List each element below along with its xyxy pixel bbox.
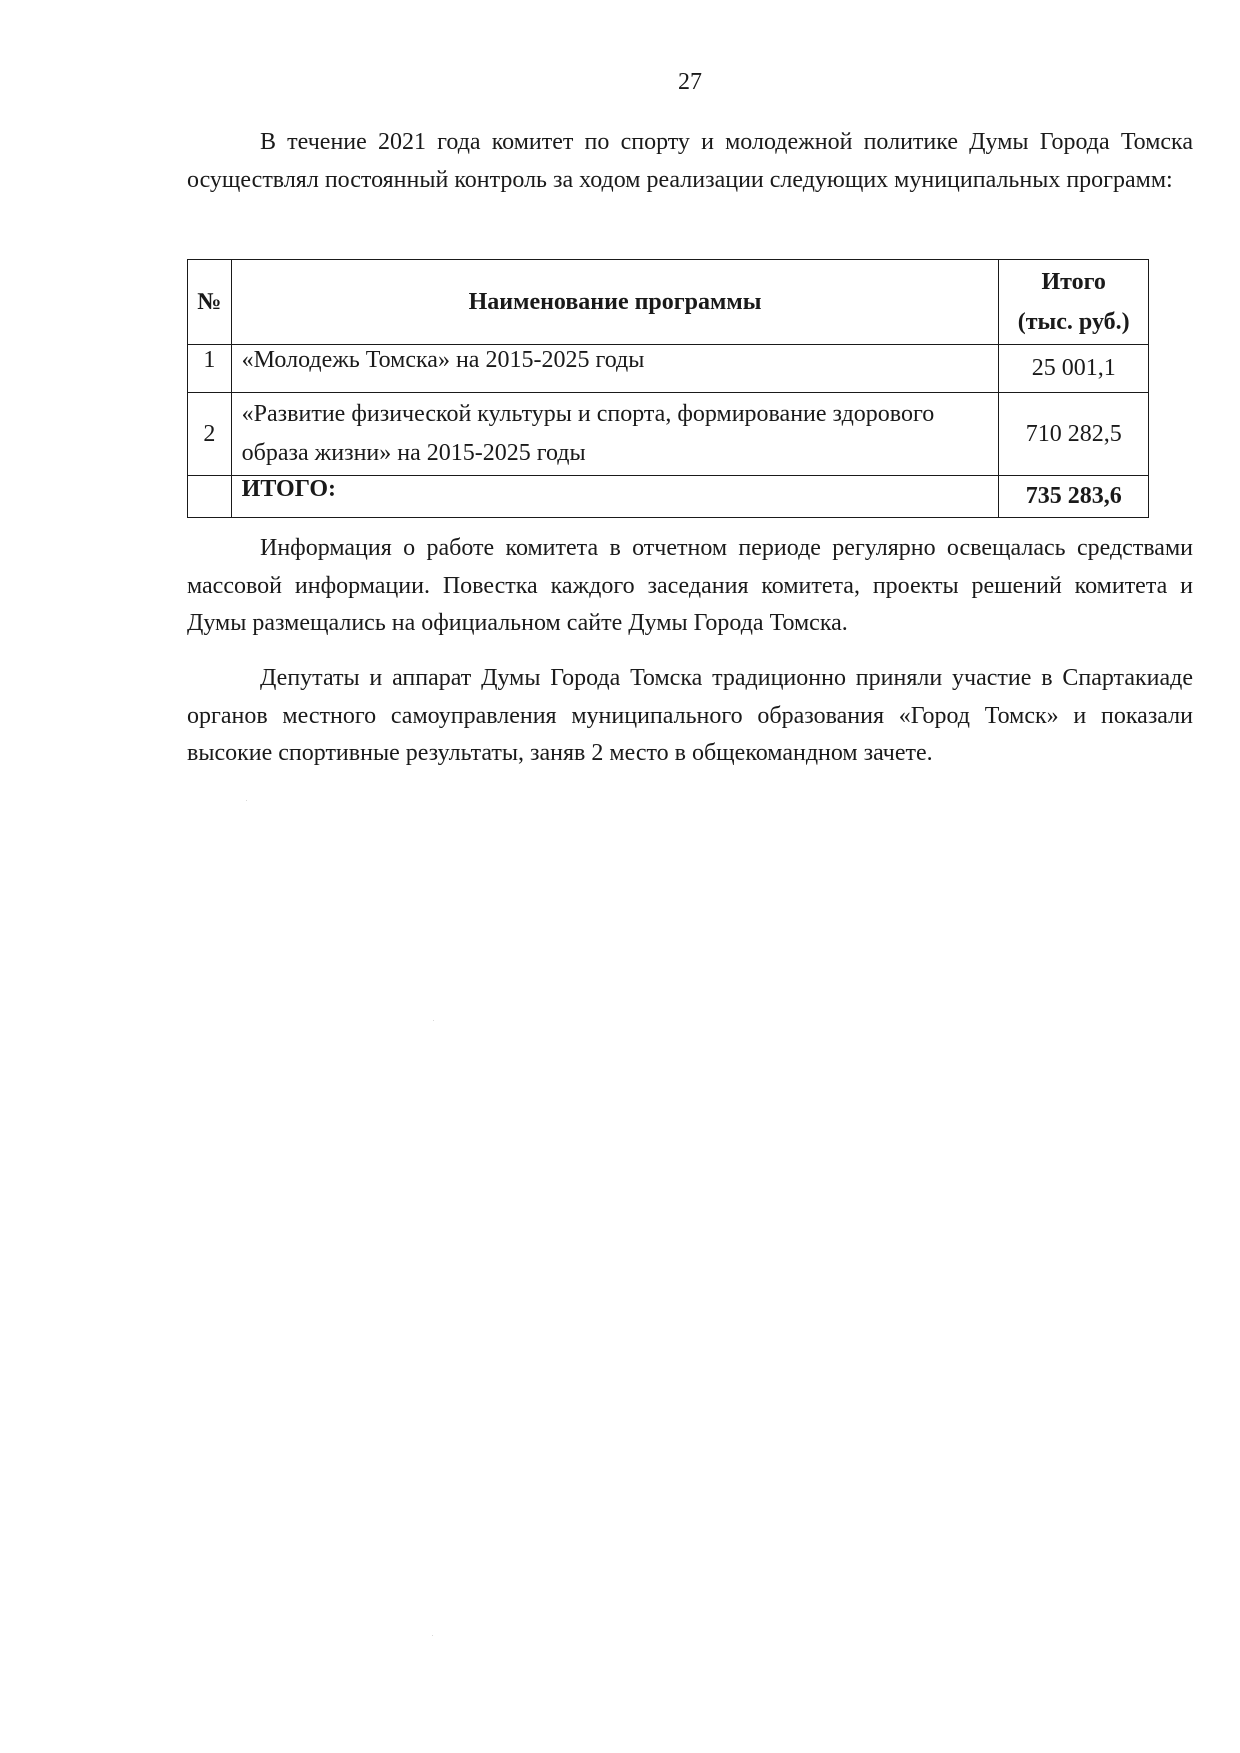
summary-total: 735 283,6 <box>999 476 1149 518</box>
intro-text: В течение 2021 года комитет по спорту и молодежной политике Думы Города Томска осуществлял постоянный контроль за ходом реализации следующих муниципальных программ: <box>187 129 1193 193</box>
info-text: Информация о работе комитета в отчетном периоде регулярно освещалась средствами массовой информации. Повестка каждого заседания комитета, проекты решений комитета и Думы размещались на официальном сайте Думы Города Томска. <box>187 535 1193 636</box>
table-summary-row <box>188 476 1149 518</box>
summary-num-cell <box>188 476 232 518</box>
table-row <box>188 393 1149 476</box>
row-num: 1 <box>188 345 232 393</box>
summary-label: ИТОГО: <box>231 476 999 518</box>
scan-speck <box>433 1020 434 1021</box>
info-paragraph <box>187 530 1193 643</box>
row-num: 2 <box>188 393 232 476</box>
row-name: «Молодежь Томска» на 2015-2025 годы <box>231 345 999 393</box>
row-total: 710 282,5 <box>999 393 1149 476</box>
scan-speck <box>432 1635 433 1636</box>
header-total <box>999 260 1149 345</box>
intro-paragraph <box>187 124 1193 199</box>
programs-table <box>187 259 1149 518</box>
header-num: № <box>188 260 232 345</box>
table-row <box>188 345 1149 393</box>
row-name: «Развитие физической культуры и спорта, формирование здорового образа жизни» на 2015-2025 годы <box>231 393 999 476</box>
spartakiad-text: Депутаты и аппарат Думы Города Томска традиционно приняли участие в Спартакиаде органов местного самоуправления муниципального образования «Город Томск» и показали высокие спортивные результаты, заняв 2 место в общекомандном зачете. <box>187 665 1193 766</box>
page-number: 27 <box>678 69 702 95</box>
row-total: 25 001,1 <box>999 345 1149 393</box>
spartakiad-paragraph <box>187 660 1193 773</box>
header-total-line2: (тыс. руб.) <box>1017 309 1130 335</box>
table-header-row <box>188 260 1149 345</box>
header-name: Наименование программы <box>231 260 999 345</box>
header-total-line1: Итого <box>1041 269 1106 295</box>
scan-speck <box>246 800 247 801</box>
